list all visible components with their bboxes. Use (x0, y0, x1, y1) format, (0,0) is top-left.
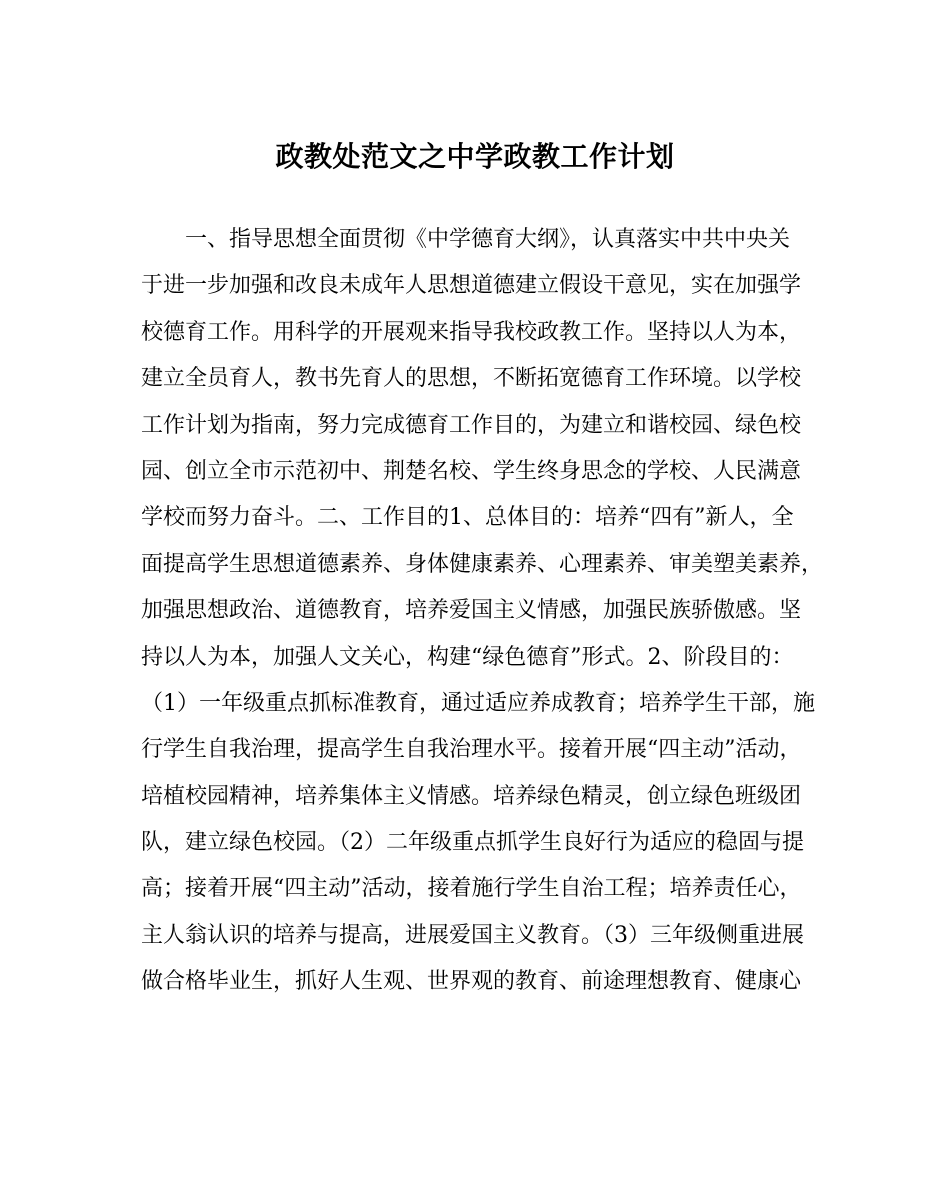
body-line: 一、指导思想全面贯彻《中学德育大纲》，认真落实中共中央关 (141, 227, 791, 252)
body-line: （1）一年级重点抓标准教育，通过适应养成教育；培养学生干部，施 (141, 690, 815, 716)
body-line: 高；接着开展“四主动”活动，接着施行学生自治工程；培养责任心， (141, 876, 802, 902)
document-body (141, 217, 824, 1006)
body-line: 主人翁认识的培养与提高，进展爱国主义教育。（3）三年级侧重进展 (141, 922, 804, 948)
body-line: 行学生自我治理，提高学生自我治理水平。接着开展“四主动”活动， (141, 737, 802, 763)
body-line: 加强思想政治、道德教育，培养爱国主义情感，加强民族骄傲感。坚 (141, 598, 802, 624)
body-line: 建立全员育人，教书先育人的思想，不断拓宽德育工作环境。以学校 (141, 366, 802, 392)
body-line: 培植校园精神，培养集体主义情感。培养绿色精灵，创立绿色班级团 (141, 783, 802, 809)
body-line: 做合格毕业生，抓好人生观、世界观的教育、前途理想教育、健康心 (141, 969, 802, 995)
body-line: 队，建立绿色校园。（2）二年级重点抓学生良好行为适应的稳固与提 (141, 830, 804, 856)
body-line: 园、创立全市示范初中、荆楚名校、学生终身思念的学校、人民满意 (141, 458, 802, 484)
document-title: 政教处范文之中学政教工作计划 (275, 140, 675, 173)
body-line: 学校而努力奋斗。二、工作目的1、总体目的：培养“四有”新人，全 (141, 505, 794, 531)
body-line: 工作计划为指南，努力完成德育工作目的，为建立和谐校园、绿色校 (141, 412, 802, 438)
body-line: 于进一步加强和改良未成年人思想道德建立假设干意见，实在加强学 (141, 273, 802, 299)
body-line: 持以人为本，加强人文关心，构建“绿色德育”形式。2、阶段目的： (141, 644, 794, 670)
body-line: 校德育工作。用科学的开展观来指导我校政教工作。坚持以人为本， (141, 319, 802, 345)
body-line: 面提高学生思想道德素养、身体健康素养、心理素养、审美塑美素养， (141, 551, 824, 577)
